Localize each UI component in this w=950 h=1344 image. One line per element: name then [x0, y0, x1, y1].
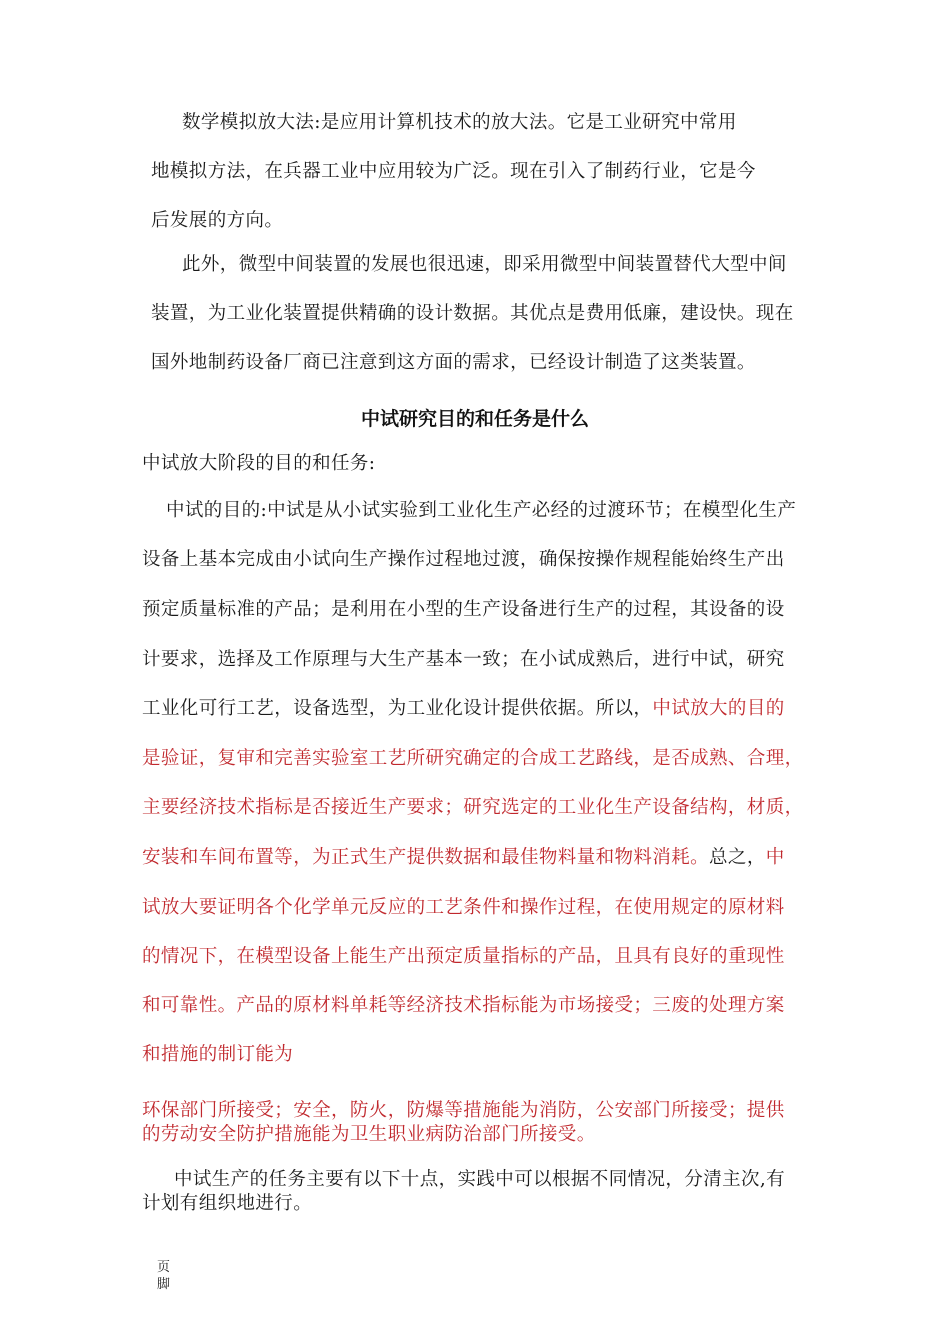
paragraph-3-line-8: [142, 846, 785, 870]
footer-label-2: 脚: [157, 1277, 171, 1292]
paragraph-5-line-2: 计划有组织地进行。: [142, 1193, 313, 1214]
paragraph-3-line-5: [142, 697, 785, 721]
paragraph-3-line-3: 预定质量标准的产品；是利用在小型的生产设备进行生产的过程，其设备的设: [142, 599, 785, 620]
paragraph-3-line-4: 计要求，选择及工作原理与大生产基本一致；在小试成熟后，进行中试，研究: [142, 649, 785, 670]
paragraph-3-line-6: 是验证，复审和完善实验室工艺所研究确定的合成工艺路线，是否成熟、合理，: [142, 748, 804, 769]
paragraph-4-line-2: 的劳动安全防护措施能为卫生职业病防治部门所接受。: [142, 1124, 596, 1145]
paragraph-3-line-10: 的情况下，在模型设备上能生产出预定质量指标的产品，且具有良好的重现性: [142, 946, 785, 967]
subheading: 中试放大阶段的目的和任务:: [142, 453, 376, 474]
paragraph-3-line-5-highlight: 中试放大的目的: [652, 698, 785, 719]
paragraph-3-line-8-highlight-2: 中: [765, 847, 785, 868]
paragraph-1-line-3: 后发展的方向。: [151, 210, 284, 231]
paragraph-4-line-1: 环保部门所接受；安全，防火，防爆等措施能为消防，公安部门所接受；提供: [142, 1100, 785, 1121]
footer-label-1: 页: [157, 1260, 171, 1275]
paragraph-3-line-5-text: 工业化可行工艺，设备选型，为工业化设计提供依据。所以，: [142, 698, 653, 719]
paragraph-2-line-2: 装置，为工业化装置提供精确的设计数据。其优点是费用低廉，建设快。现在: [151, 303, 794, 324]
paragraph-1-line-2: 地模拟方法，在兵器工业中应用较为广泛。现在引入了制药行业，它是今: [151, 161, 756, 182]
paragraph-3-line-12: 和措施的制订能为: [142, 1044, 294, 1065]
paragraph-2-line-1: 此外，微型中间装置的发展也很迅速，即采用微型中间装置替代大型中间: [182, 254, 787, 275]
paragraph-3-line-8-highlight: 安装和车间布置等，为正式生产提供数据和最佳物料量和物料消耗。: [142, 847, 710, 868]
paragraph-3-line-11: 和可靠性。产品的原材料单耗等经济技术指标能为市场接受；三废的处理方案: [142, 995, 785, 1016]
section-heading: 中试研究目的和任务是什么: [360, 408, 589, 430]
paragraph-3-line-2: 设备上基本完成由小试向生产操作过程地过渡，确保按操作规程能始终生产出: [142, 549, 785, 570]
paragraph-3-line-9: 试放大要证明各个化学单元反应的工艺条件和操作过程，在使用规定的原材料: [142, 897, 785, 918]
paragraph-5-line-1: 中试生产的任务主要有以下十点，实践中可以根据不同情况，分清主次,有: [174, 1169, 786, 1190]
paragraph-3-line-1: 中试的目的:中试是从小试实验到工业化生产必经的过渡环节；在模型化生产: [166, 500, 797, 521]
paragraph-3-line-8-text: 总之，: [709, 847, 766, 868]
paragraph-2-line-3: 国外地制药设备厂商已注意到这方面的需求，已经设计制造了这类装置。: [151, 352, 756, 373]
paragraph-1-line-1: 数学模拟放大法:是应用计算机技术的放大法。它是工业研究中常用: [182, 112, 737, 133]
paragraph-3-line-7: 主要经济技术指标是否接近生产要求；研究选定的工业化生产设备结构，材质，: [142, 797, 804, 818]
